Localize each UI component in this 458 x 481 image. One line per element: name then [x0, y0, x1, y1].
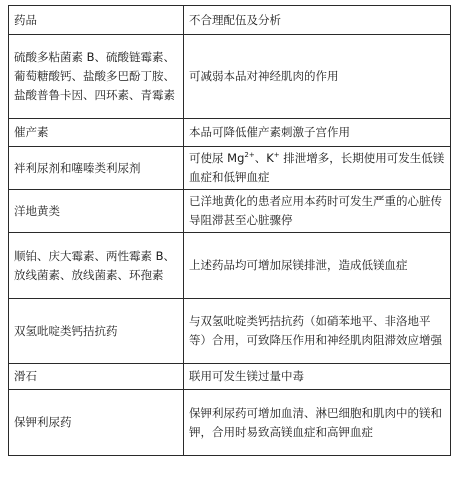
drug-cell: 洋地黄类	[9, 190, 184, 233]
drug-cell: 保钾利尿药	[9, 390, 184, 456]
analysis-cell: 保钾利尿药可增加血清、淋巴细胞和肌肉中的镁和钾，合用时易致高镁血症和高钾血症	[184, 390, 451, 456]
drug-interaction-table	[8, 5, 451, 456]
drug-cell: 滑石	[9, 364, 184, 390]
analysis-cell: 联用可发生镁过量中毒	[184, 364, 451, 390]
analysis-cell	[184, 147, 451, 190]
table-row	[9, 119, 451, 147]
analysis-text-mid: 、K	[254, 151, 274, 165]
table-row	[9, 35, 451, 119]
drug-cell: 催产素	[9, 119, 184, 147]
drug-cell: 双氢吡啶类钙拮抗药	[9, 299, 184, 364]
potassium-charge: +	[273, 151, 280, 160]
table-row	[9, 390, 451, 456]
drug-cell: 硫酸多粘菌素 B、硫酸链霉素、葡萄糖酸钙、盐酸多巴酚丁胺、盐酸普鲁卡因、四环素、青霉素	[9, 35, 184, 119]
magnesium-charge: 2+	[244, 151, 255, 160]
table-row	[9, 364, 451, 390]
table-row	[9, 299, 451, 364]
analysis-cell: 上述药品均可增加尿镁排泄，造成低镁血症	[184, 233, 451, 299]
table-row	[9, 147, 451, 190]
header-analysis: 不合理配伍及分析	[184, 6, 451, 35]
drug-cell: 顺铂、庆大霉素、两性霉素 B、放线菌素、放线菌素、环孢素	[9, 233, 184, 299]
analysis-text-pre: 可使尿 Mg	[189, 151, 245, 165]
drug-cell: 袢利尿剂和噻嗪类利尿剂	[9, 147, 184, 190]
table-row	[9, 233, 451, 299]
analysis-text-post: 排泄增多，长期使用可发生低镁血症和低钾血症	[189, 151, 445, 184]
analysis-cell: 可减弱本品对神经肌肉的作用	[184, 35, 451, 119]
analysis-cell: 与双氢吡啶类钙拮抗药（如硝苯地平、非洛地平等）合用，可致降压作用和神经肌肉阻滞效应增强	[184, 299, 451, 364]
table-row	[9, 190, 451, 233]
header-drug: 药品	[9, 6, 184, 35]
analysis-cell: 本品可降低催产素刺激子宫作用	[184, 119, 451, 147]
table-header-row	[9, 6, 451, 35]
analysis-cell: 已洋地黄化的患者应用本药时可发生严重的心脏传导阻滞甚至心脏骤停	[184, 190, 451, 233]
